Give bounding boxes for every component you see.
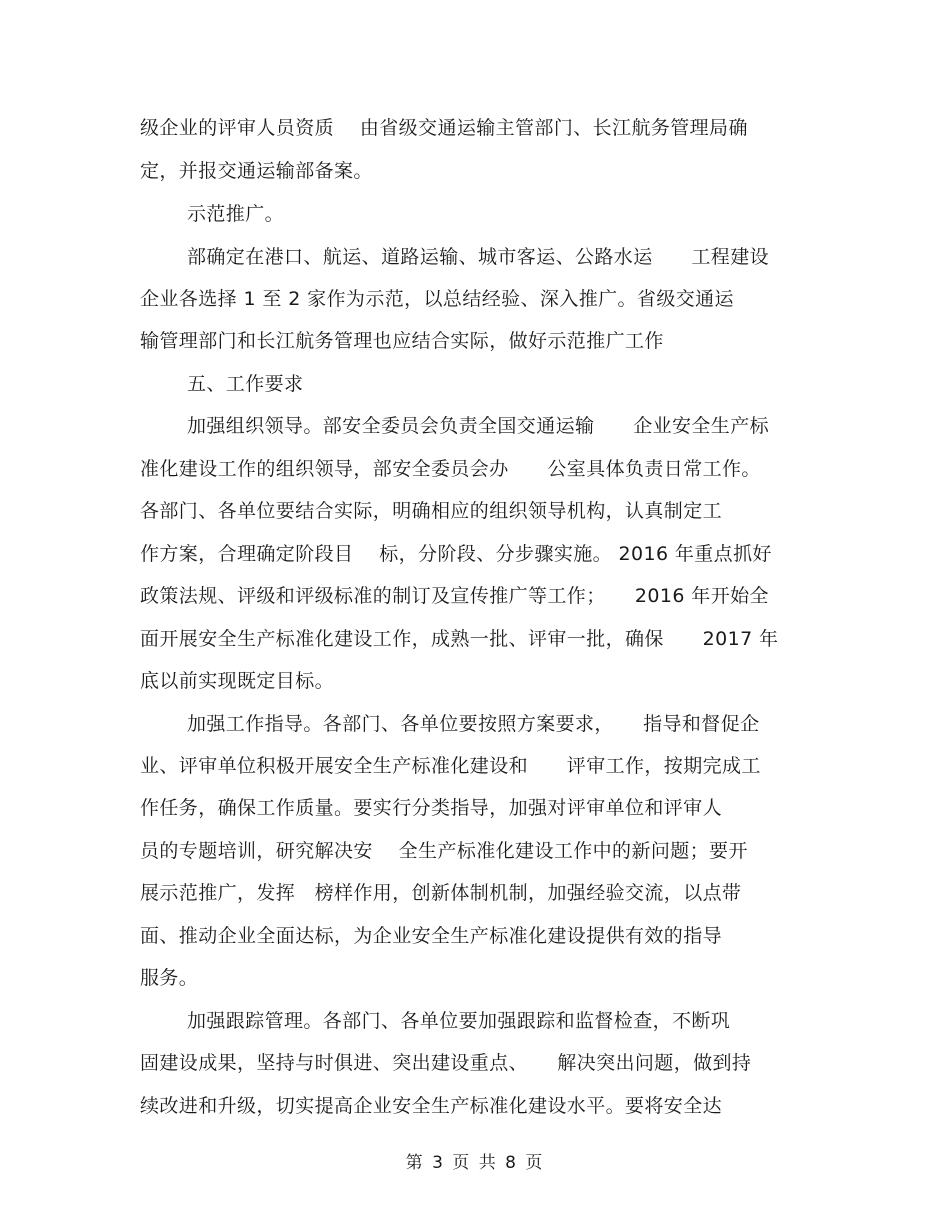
text-line-23: 固建设成果，坚持与时俱进、突出建设重点、 解决突出问题，做到持 [140, 1052, 752, 1074]
text-line-10: 各部门、各单位要结合实际，明确相应的组织领导机构，认真制定工 [140, 500, 723, 522]
text-line-12: 政策法规、评级和评级标准的制订及宣传推广等工作； 2016 年开始全 [140, 585, 769, 607]
text-line-20: 面、推动企业全面达标，为企业安全生产标准化建设提供有效的指导 [140, 925, 723, 947]
text-line-11: 作方案，合理确定阶段目 标，分阶段、分步骤实施。 2016 年重点抓好 [140, 543, 772, 565]
text-line-17: 作任务，确保工作质量。要实行分类指导，加强对评审单位和评审人 [140, 797, 723, 819]
text-line-13: 面开展安全生产标准化建设工作，成熟一批、评审一批，确保 2017 年 [140, 628, 779, 650]
text-line-1: 级企业的评审人员资质 由省级交通运输主管部门、长江航务管理局确 [140, 117, 748, 139]
text-line-19: 展示范推广，发挥 榜样作用，创新体制机制，加强经验交流，以点带 [140, 882, 742, 904]
text-line-5: 企业各选择 1 至 2 家作为示范，以总结经验、深入推广。省级交通运 [140, 288, 734, 310]
text-line-18: 员的专题培训，研究解决安 全生产标准化建设工作中的新问题；要开 [140, 840, 748, 862]
text-line-8: 加强组织领导。部安全委员会负责全国交通运输 企业安全生产标 [187, 415, 770, 437]
text-line-6: 输管理部门和长江航务管理也应结合实际，做好示范推广工作 [140, 330, 664, 352]
section-heading: 五、工作要求 [187, 373, 304, 395]
text-line-21: 服务。 [140, 967, 199, 989]
text-line-22: 加强跟踪管理。各部门、各单位要加强跟踪和监督检查，不断巩 [187, 1010, 731, 1032]
page-footer: 第 3 页 共 8 页 [405, 1153, 545, 1173]
text-line-9: 准化建设工作的组织领导，部安全委员会办 公室具体负责日常工作。 [140, 458, 761, 480]
text-line-14: 底以前实现既定目标。 [140, 670, 335, 692]
text-line-2: 定，并报交通运输部备案。 [140, 160, 373, 182]
text-line-24: 续改进和升级，切实提高企业安全生产标准化建设水平。要将安全达 [140, 1095, 723, 1117]
text-line-16: 业、评审单位积极开展安全生产标准化建设和 评审工作，按期完成工 [140, 755, 761, 777]
text-line-15: 加强工作指导。各部门、各单位要按照方案要求， 指导和督促企 [187, 713, 760, 735]
text-line-4: 部确定在港口、航运、道路运输、城市客运、公路水运 工程建设 [187, 246, 770, 268]
text-line-3: 示范推广。 [187, 203, 285, 225]
